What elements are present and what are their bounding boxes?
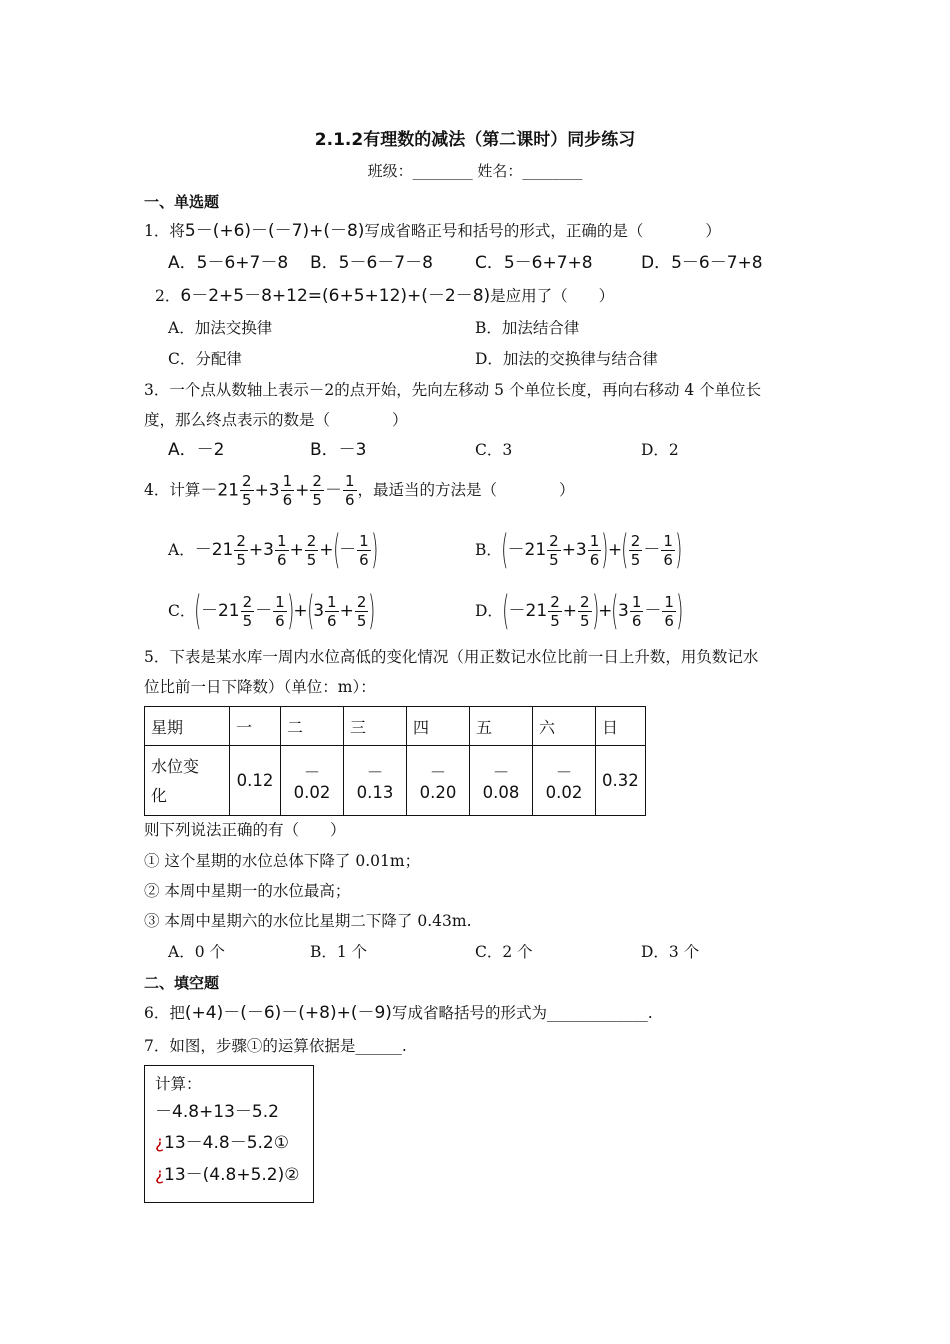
q2-expression: 6－2+5－8+12=(6+5+12)+(－2－8)	[180, 286, 491, 306]
q1-option-b[interactable]: B．5－6－7－8	[310, 253, 433, 273]
question-5-line-1: 5．下表是某水库一周内水位高低的变化情况（用正数记水位比前一日上升数，用负数记水	[144, 648, 759, 666]
question-1: 1．将5－(+6)－(－7)+(－8)写成省略正号和括号的形式，正确的是（ ）	[144, 221, 721, 241]
q2-option-c[interactable]: C．分配律	[168, 350, 242, 368]
table-cell: 0.32	[596, 746, 646, 816]
q2-option-d[interactable]: D．加法的交换律与结合律	[475, 350, 658, 368]
calc-box-heading: 计算：	[155, 1075, 202, 1093]
table-row-label: 水位变 化	[145, 746, 230, 816]
question-5-line-2: 位比前一日下降数）（单位：m）：	[144, 678, 376, 696]
calc-box-line-3: ¿13－(4.8+5.2)②	[155, 1165, 300, 1185]
page-title: 2.1.2有理数的减法（第二课时）同步练习	[314, 130, 636, 150]
q4-option-c[interactable]: C． (－21 $\frac{2}{5}$ － $\frac{1}{6}$ )+(3 $\frac{1}{6}$ + $\frac{2}{5}$ )	[168, 588, 376, 634]
q1-expression: 5－(+6)－(－7)+(－8)	[184, 221, 365, 241]
encoding-glyph: ¿	[155, 1133, 165, 1153]
q4-option-a[interactable]: A． －21 $\frac{2}{5}$ +3 $\frac{1}{6}$ + $\frac{2}{5}$ +(－ $\frac{1}{6}$ )	[168, 527, 379, 573]
question-7: 7．如图，步骤①的运算依据是______.	[144, 1037, 407, 1055]
table-cell: －0.08	[470, 746, 533, 816]
q6-answer-blank: 写成省略括号的形式为_____________.	[391, 1004, 653, 1022]
q1-option-c[interactable]: C．5－6+7+8	[475, 253, 593, 273]
calculation-box	[144, 1065, 314, 1203]
table-header-cell: 六	[533, 707, 596, 746]
calc-box-line-2: ¿13－4.8－5.2①	[155, 1133, 289, 1153]
section-heading-single-choice: 一、单选题	[144, 193, 220, 211]
question-2: 2．6－2+5－8+12=(6+5+12)+(－2－8)是应用了（ ）	[155, 286, 615, 306]
table-cell: －0.02	[281, 746, 344, 816]
question-3-line-1: 3．一个点从数轴上表示－2的点开始，先向左移动 5 个单位长度，再向右移动 4 个单位长	[144, 381, 762, 399]
q5-statement-3: ③ 本周中星期六的水位比星期二下降了 0.43m.	[144, 912, 472, 930]
q5-option-b[interactable]: B．1 个	[310, 943, 368, 961]
q5-after-table: 则下列说法正确的有（ ）	[144, 821, 346, 839]
table-header-row	[145, 707, 646, 746]
q1-option-d[interactable]: D．5－6－7+8	[641, 253, 763, 273]
q5-option-a[interactable]: A．0 个	[168, 943, 225, 961]
class-name-line: 班级：________ 姓名：________	[367, 162, 583, 180]
table-header-cell: 二	[281, 707, 344, 746]
question-4: 4．计算 －21 $\frac{2}{5}$ +3 $\frac{1}{6}$ + $\frac{2}{5}$ － $\frac{1}{6}$ ，最适当的方法是（ ）	[144, 471, 575, 509]
table-cell: 0.12	[230, 746, 281, 816]
q4-expression: －21 $\frac{2}{5}$ +3 $\frac{1}{6}$ + $\frac{2}{5}$ － $\frac{1}{6}$	[200, 471, 355, 509]
q3-option-c[interactable]: C．3	[475, 441, 513, 459]
table-header-cell: 四	[407, 707, 470, 746]
q5-option-c[interactable]: C．2 个	[475, 943, 533, 961]
q2-option-a[interactable]: A．加法交换律	[168, 319, 273, 337]
q4-option-b[interactable]: B． (－21 $\frac{2}{5}$ +3 $\frac{1}{6}$ )+( $\frac{2}{5}$ － $\frac{1}{6}$ )	[475, 527, 683, 573]
table-cell: －0.02	[533, 746, 596, 816]
question-3-line-2: 度，那么终点表示的数是（ ）	[144, 411, 408, 429]
question-6: 6．把(+4)－(－6)－(+8)+(－9)写成省略括号的形式为_____________.	[144, 1003, 653, 1023]
table-header-cell: 一	[230, 707, 281, 746]
q3-option-a[interactable]: A．－2	[168, 440, 225, 460]
encoding-glyph: ¿	[155, 1165, 165, 1185]
q4-option-d[interactable]: D． (－21 $\frac{2}{5}$ + $\frac{2}{5}$ )+(3 $\frac{1}{6}$ － $\frac{1}{6}$ )	[475, 588, 684, 634]
q5-statement-2: ② 本周中星期一的水位最高；	[144, 882, 351, 900]
table-row	[145, 746, 646, 816]
table-header-cell: 三	[344, 707, 407, 746]
q3-option-b[interactable]: B．－3	[310, 440, 367, 460]
table-header-cell: 日	[596, 707, 646, 746]
q2-option-b[interactable]: B．加法结合律	[475, 319, 580, 337]
calc-box-line-1: －4.8+13－5.2	[155, 1102, 279, 1122]
section-heading-fill-blank: 二、填空题	[144, 974, 220, 992]
q1-option-a[interactable]: A．5－6+7－8	[168, 253, 289, 273]
q6-expression: (+4)－(－6)－(+8)+(－9)	[184, 1003, 392, 1023]
table-header-cell: 五	[470, 707, 533, 746]
q5-statement-1: ① 这个星期的水位总体下降了 0.01m；	[144, 852, 421, 870]
water-level-table	[144, 706, 646, 816]
table-cell: －0.20	[407, 746, 470, 816]
table-header-cell: 星期	[145, 707, 230, 746]
q5-option-d[interactable]: D．3 个	[641, 943, 700, 961]
table-cell: －0.13	[344, 746, 407, 816]
q3-option-d[interactable]: D．2	[641, 441, 679, 459]
